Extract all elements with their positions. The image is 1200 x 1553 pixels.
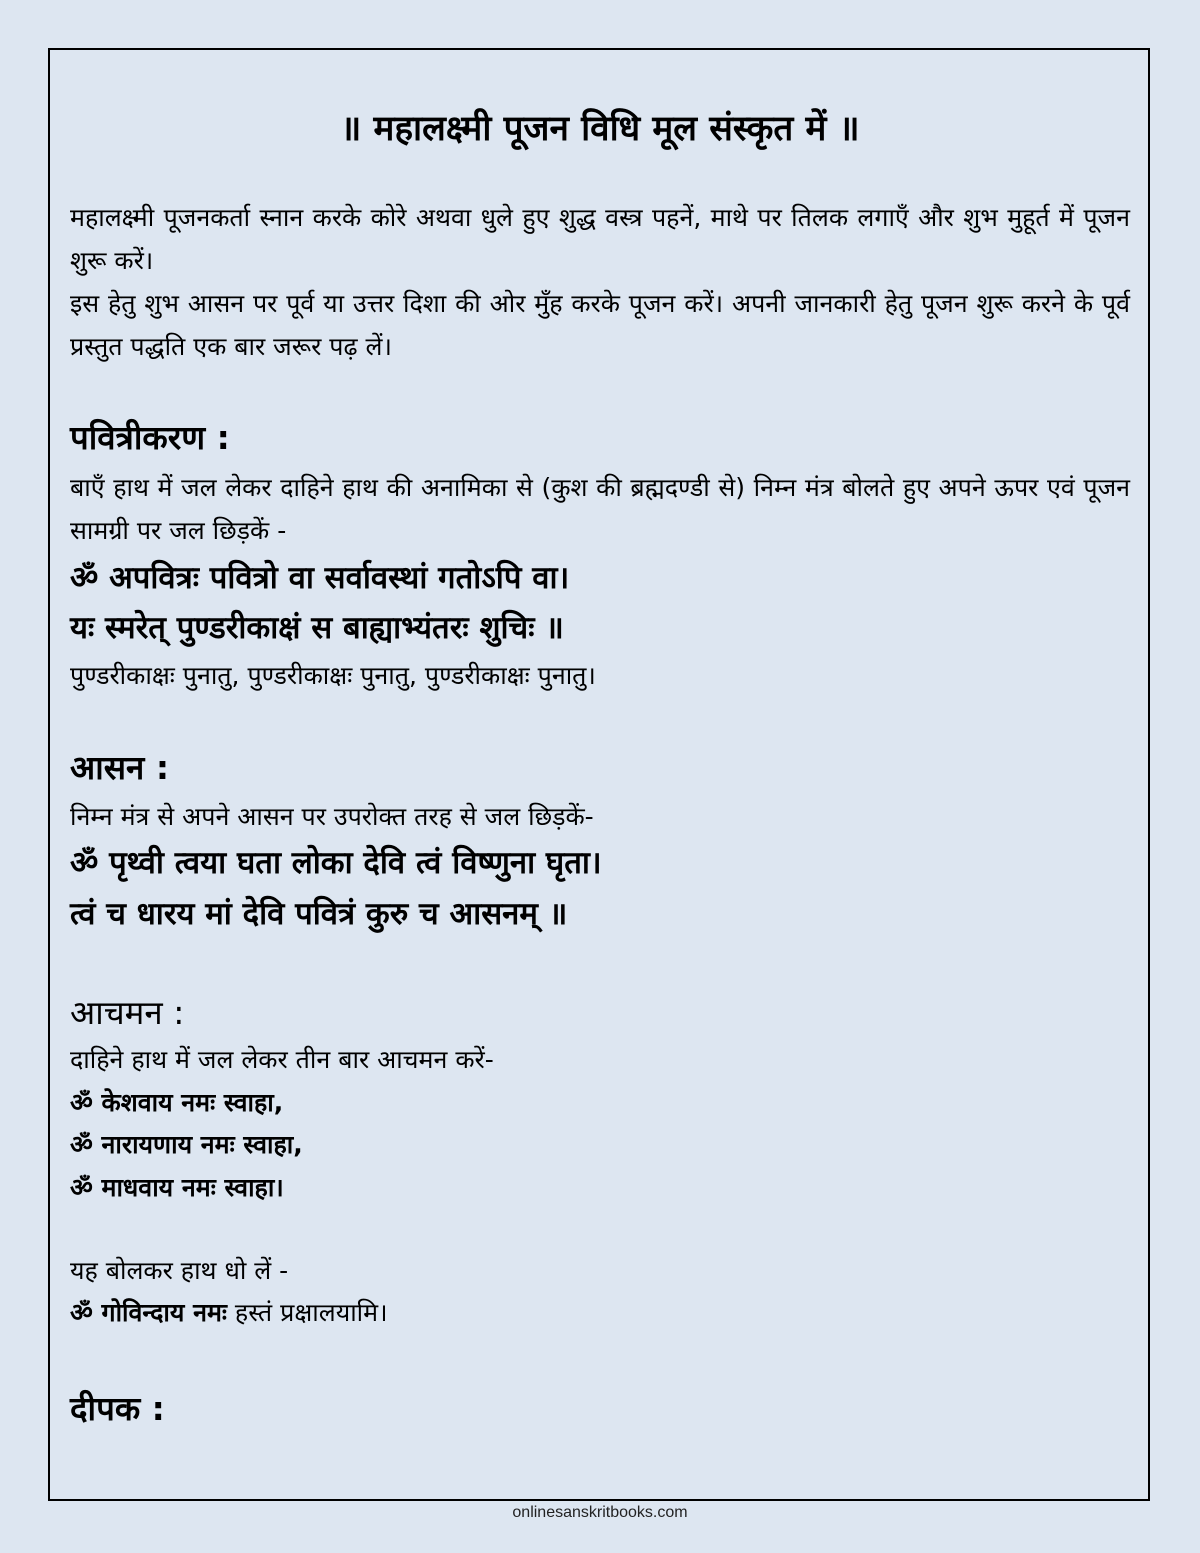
intro-paragraph-2: इस हेतु शुभ आसन पर पूर्व या उत्तर दिशा की ओर मुँह करके पूजन करें। अपनी जानकारी हेतु पूजन शुरू करने के पूर्व प्रस्तुत पद्धति एक बार जरूर पढ़ लें। xyxy=(70,289,1130,361)
footer-website: onlinesanskritbooks.com xyxy=(512,1504,688,1521)
asan-mantra-1: ॐ पृथ्वी त्वया घता लोका देवि त्वं विष्णुना घृता। xyxy=(70,845,602,881)
hand-wash-mantra-bold: ॐ गोविन्दाय नमः xyxy=(70,1298,227,1327)
hand-wash-instruction: यह बोलकर हाथ धो लें - xyxy=(70,1256,289,1285)
heading-asan: आसन : xyxy=(70,748,170,787)
hand-wash-mantra-rest: हस्तं प्रक्षालयामि। xyxy=(226,1298,388,1327)
achaman-mantra-1: ॐ केशवाय नमः स्वाहा, xyxy=(70,1088,284,1117)
pavitrikaran-mantra-2: यः स्मरेत् पुण्डरीकाक्षं स बाह्याभ्यंतरः शुचिः ॥ xyxy=(70,610,564,646)
pavitrikaran-instruction: बाएँ हाथ में जल लेकर दाहिने हाथ की अनामिका से (कुश की ब्रह्मदण्डी से) निम्न मंत्र बोलते हुए अपने ऊपर एवं पूजन सामग्री पर जल छिड़कें - xyxy=(70,473,1130,545)
intro-paragraph-1: महालक्ष्मी पूजनकर्ता स्नान करके कोरे अथवा धुले हुए शुद्ध वस्त्र पहनें, माथे पर तिलक लगाएँ और शुभ मुहूर्त में पूजन शुरू करें। xyxy=(70,203,1130,275)
pavitrikaran-mantra-3: पुण्डरीकाक्षः पुनातु, पुण्डरीकाक्षः पुनातु, पुण्डरीकाक्षः पुनातु। xyxy=(70,661,596,690)
hand-wash-mantra xyxy=(70,1293,388,1333)
document-title: ॥ महालक्ष्मी पूजन विधि मूल संस्कृत में ॥ xyxy=(340,109,860,149)
asan-instruction: निम्न मंत्र से अपने आसन पर उपरोक्त तरह से जल छिड़कें- xyxy=(70,802,594,831)
heading-achaman: आचमन : xyxy=(70,993,185,1032)
achaman-mantra-3: ॐ माधवाय नमः स्वाहा। xyxy=(70,1173,284,1202)
achaman-mantra-2: ॐ नारायणाय नमः स्वाहा, xyxy=(70,1130,303,1159)
pavitrikaran-mantra-1: ॐ अपवित्रः पवित्रो वा सर्वावस्थां गतोऽपि वा। xyxy=(70,560,570,596)
asan-mantra-2: त्वं च धारय मां देवि पवित्रं कुरु च आसनम् ॥ xyxy=(70,896,568,932)
heading-pavitrikaran: पवित्रीकरण : xyxy=(70,418,230,457)
achaman-instruction: दाहिने हाथ में जल लेकर तीन बार आचमन करें- xyxy=(70,1045,494,1074)
heading-deepak: दीपक : xyxy=(70,1389,165,1428)
